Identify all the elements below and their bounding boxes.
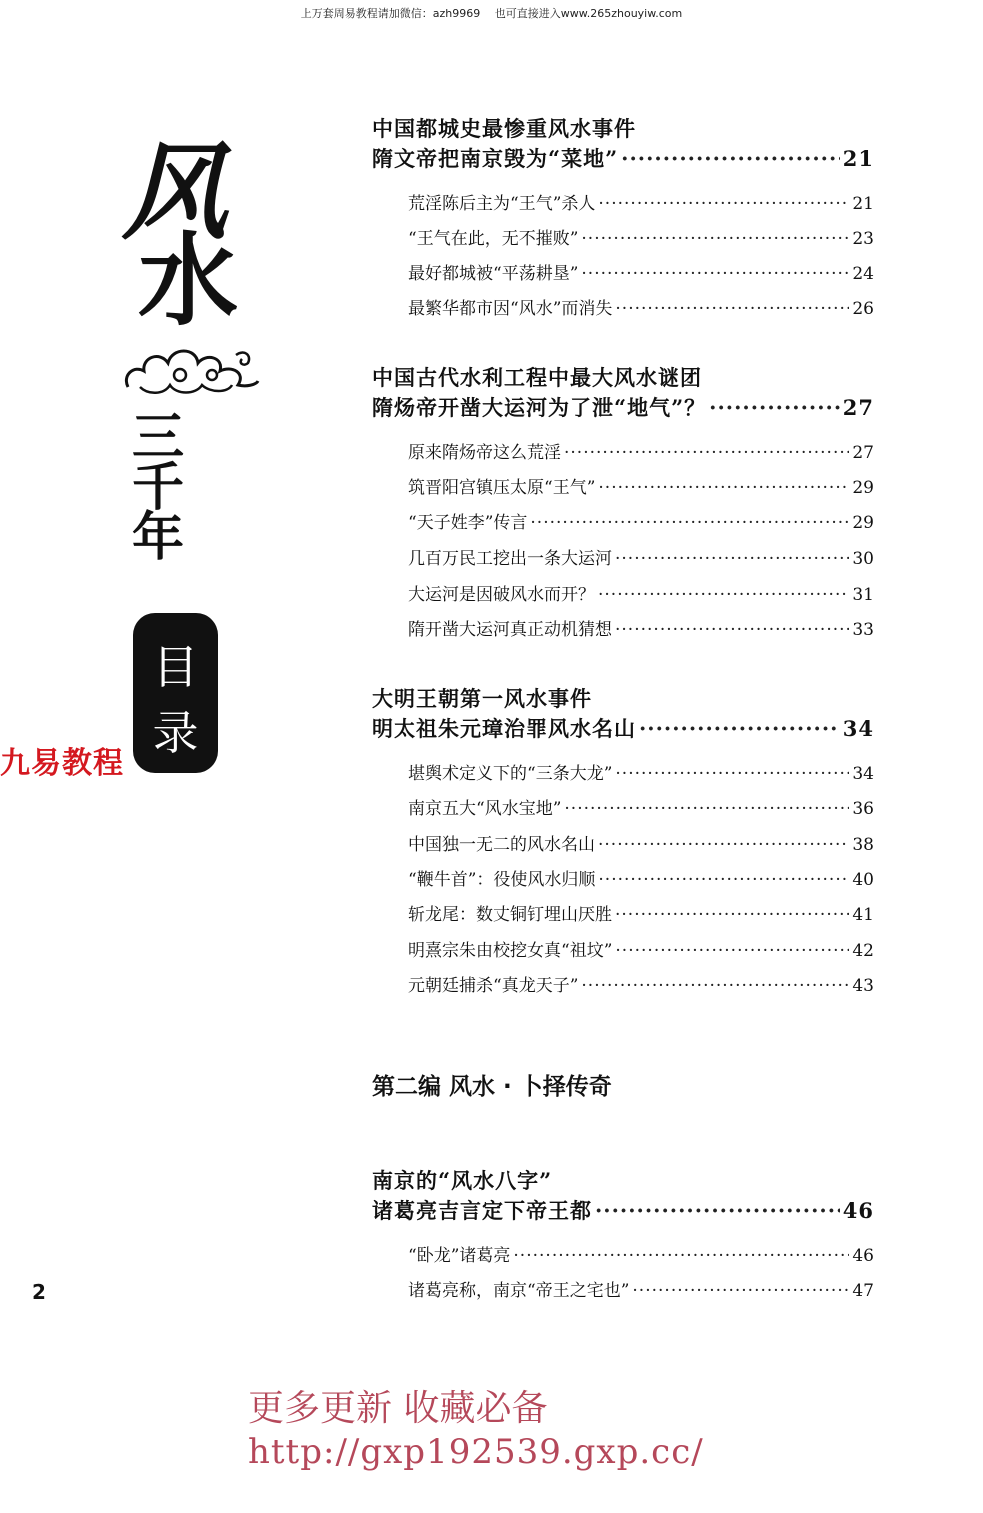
leader-dots [564,443,849,463]
section-heading: 中国古代水利工程中最大风水谜团 [372,365,702,390]
leader-dots [581,264,849,284]
toc-item[interactable] [408,224,874,249]
leader-dots [581,229,849,249]
mulu-char-2: 录 [152,706,199,760]
leader-dots [564,799,849,819]
leader-dots [639,716,840,741]
toc-page: 34 [842,716,874,741]
leader-dots [621,146,840,171]
leader-dots [615,764,849,784]
toc-title: 诸葛亮吉言定下帝王都 [372,1198,592,1223]
toc-item-page: 29 [852,513,874,533]
toc-item-page: 34 [852,764,874,784]
toc-title: 明太祖朱元璋治罪风水名山 [372,716,636,741]
toc-item-label: 荒淫陈后主为“王气”杀人 [408,194,596,214]
leader-dots [615,549,849,569]
toc-item-page: 41 [852,905,874,925]
footer-slogan: 更多更新 收藏必备 [248,1388,548,1429]
toc-item-label: 筑晋阳宫镇压太原“王气” [408,478,596,498]
toc-item-label: 隋开凿大运河真正动机猜想 [408,620,612,640]
toc-item-page: 23 [852,229,874,249]
toc-item[interactable] [408,189,874,214]
toc-item[interactable] [408,259,874,284]
toc-item-label: 诸葛亮称，南京“帝王之宅也” [408,1281,630,1301]
leader-dots [530,513,849,533]
toc-item-page: 36 [852,799,874,819]
leader-dots [615,620,849,640]
toc-item-label: 原来隋炀帝这么荒淫 [408,443,561,463]
leader-dots [615,941,849,961]
toc-page: 27 [842,395,874,420]
toc-item[interactable] [408,759,874,784]
footer-url-link[interactable]: http://gxp192539.gxp.cc/ [248,1432,704,1472]
toc-item-page: 21 [852,194,874,214]
toc-item[interactable] [408,830,874,855]
toc-section-title[interactable] [372,713,874,743]
toc-item[interactable] [408,544,874,569]
toc-item-label: 中国独一无二的风水名山 [408,835,595,855]
toc-item-label: 明熹宗朱由校挖女真“祖坟” [408,941,613,961]
leader-dots [615,905,849,925]
leader-dots [709,395,840,420]
toc-item-page: 29 [852,478,874,498]
title-char-nian: 年 [132,507,185,568]
toc-item[interactable] [408,900,874,925]
leader-dots [598,585,849,605]
leader-dots [598,870,849,890]
toc-item-page: 26 [852,299,874,319]
page-number: 2 [32,1280,46,1304]
toc-item-page: 46 [852,1246,874,1266]
toc-page: 21 [842,146,874,171]
toc-item-page: 42 [852,941,874,961]
toc-item[interactable] [408,615,874,640]
leader-dots [513,1246,849,1266]
toc-item-page: 38 [852,835,874,855]
section-heading: 大明王朝第一风水事件 [372,686,592,711]
toc-item-label: 几百万民工挖出一条大运河 [408,549,612,569]
toc-item[interactable] [408,508,874,533]
section-heading: 中国都城史最惨重风水事件 [372,116,636,141]
toc-item-label: “卧龙”诸葛亮 [408,1246,511,1266]
leader-dots [615,299,849,319]
toc-item-label: 元朝廷捕杀“真龙天子” [408,976,579,996]
toc-item-page: 24 [852,264,874,284]
top-notice: 上万套周易教程请加微信：azh9969 也可直接进入www.265zhouyiw.com [300,7,683,20]
cloud-ornament-icon [120,335,260,405]
toc-item-page: 47 [852,1281,874,1301]
mulu-char-1: 目 [152,640,199,694]
toc-item-page: 27 [852,443,874,463]
toc-item[interactable] [408,473,874,498]
toc-item-label: 大运河是因破风水而开？ [408,585,595,605]
toc-item-page: 30 [852,549,874,569]
toc-section-title[interactable] [372,1195,874,1225]
toc-item[interactable] [408,865,874,890]
toc-item[interactable] [408,438,874,463]
leader-dots [595,1198,840,1223]
title-char-san: 三 [132,407,185,468]
title-char-qian: 千 [132,457,185,518]
toc-item-label: 斩龙尾：数丈铜钉埋山厌胜 [408,905,612,925]
toc-item[interactable] [408,936,874,961]
toc-item-label: “鞭牛首”：役使风水归顺 [408,870,596,890]
toc-item-label: 堪舆术定义下的“三条大龙” [408,764,613,784]
toc-item[interactable] [408,971,874,996]
toc-item[interactable] [408,794,874,819]
title-char-shui: 水 [138,221,238,339]
toc-section-title[interactable] [372,392,874,422]
leader-dots [598,478,849,498]
toc-item-page: 33 [852,620,874,640]
toc-item[interactable] [408,1276,874,1301]
toc-item-label: “天子姓李”传言 [408,513,528,533]
leader-dots [581,976,849,996]
toc-page: 46 [842,1198,874,1223]
toc-title: 隋文帝把南京毁为“菜地” [372,146,619,171]
brand-watermark: 九易教程 [0,746,124,781]
toc-item-label: 最好都城被“平荡耕垦” [408,264,579,284]
toc-item-label: 南京五大“风水宝地” [408,799,562,819]
toc-item-page: 40 [852,870,874,890]
leader-dots [632,1281,849,1301]
part-title: 第二编 风水 · 卜择传奇 [372,1074,612,1100]
toc-item[interactable] [408,580,874,605]
toc-item-label: 最繁华都市因“风水”而消失 [408,299,613,319]
toc-item-page: 43 [852,976,874,996]
toc-item[interactable] [408,294,874,319]
toc-section-title[interactable] [372,143,874,173]
mulu-badge [133,613,218,773]
leader-dots [598,835,849,855]
toc-title: 隋炀帝开凿大运河为了泄“地气”？ [372,395,707,420]
toc-item[interactable] [408,1241,874,1266]
toc-item-page: 31 [852,585,874,605]
leader-dots [598,194,849,214]
section-heading: 南京的“风水八字” [372,1168,553,1193]
title-char-feng: 风 [122,130,228,254]
toc-item-label: “王气在此，无不摧败” [408,229,579,249]
